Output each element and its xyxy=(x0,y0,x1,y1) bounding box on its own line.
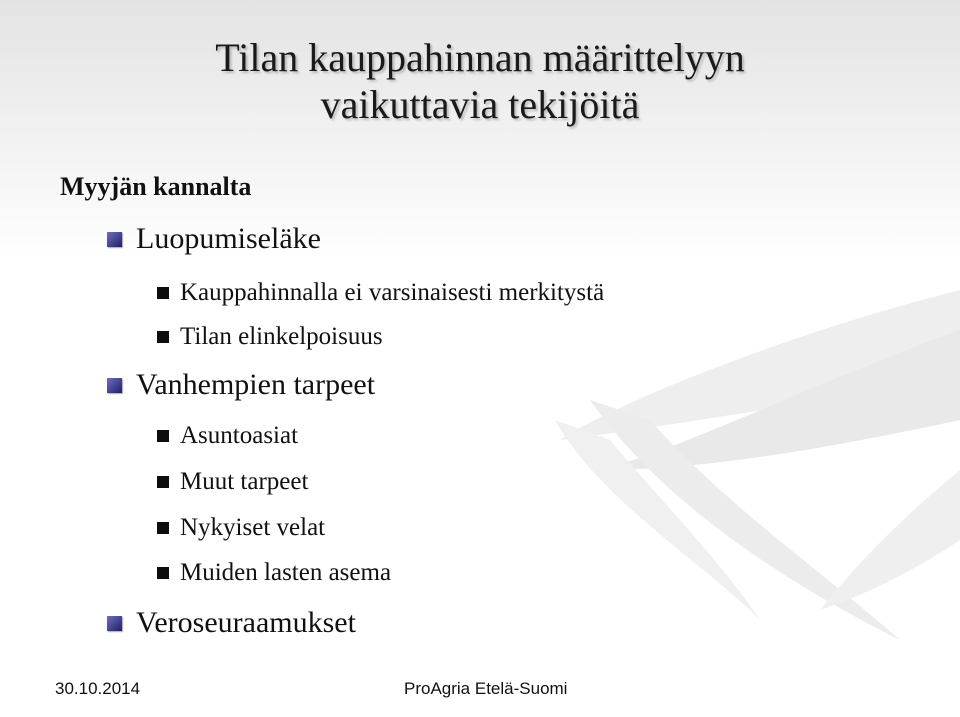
sub-bullet-text: Kauppahinnalla ei varsinaisesti merkitystä xyxy=(180,279,605,306)
sub-bullet-text: Nykyiset velat xyxy=(180,514,326,541)
square-bullet-icon xyxy=(107,616,122,631)
square-bullet-icon xyxy=(157,522,169,534)
sub-bullet-text: Muut tarpeet xyxy=(180,468,309,495)
sub-bullet-muiden-lasten-asema xyxy=(157,559,391,587)
sub-bullet-nykyiset-velat xyxy=(157,514,325,542)
square-bullet-icon xyxy=(157,331,169,343)
title-line-1: Tilan kauppahinnan määrittelyyn xyxy=(215,35,745,80)
sub-bullet-text: Asuntoasiat xyxy=(180,422,299,449)
slide-title xyxy=(60,34,900,128)
sub-bullet-kauppahinnalla xyxy=(157,279,604,307)
bullet-text: Vanhempien tarpeet xyxy=(136,368,376,401)
section-subtitle: Myyjän kannalta xyxy=(60,172,252,201)
square-bullet-icon xyxy=(157,287,169,299)
sub-bullet-muut-tarpeet xyxy=(157,468,308,496)
square-bullet-icon xyxy=(107,378,122,393)
sub-bullet-elinkelpoisuus xyxy=(157,323,383,351)
bullet-text: Luopumiseläke xyxy=(136,222,321,255)
footer-organization: ProAgria Etelä-Suomi xyxy=(404,679,568,698)
title-line-2: vaikuttavia tekijöitä xyxy=(320,82,640,128)
square-bullet-icon xyxy=(157,430,169,442)
square-bullet-icon xyxy=(107,232,122,247)
footer-date: 30.10.2014 xyxy=(55,679,141,698)
square-bullet-icon xyxy=(157,476,169,488)
square-bullet-icon xyxy=(157,567,169,579)
sub-bullet-asuntoasiat xyxy=(157,422,298,450)
bullet-veroseuraamukset xyxy=(107,606,356,640)
bullet-luopumiselake xyxy=(107,222,321,256)
sub-bullet-text: Tilan elinkelpoisuus xyxy=(180,323,383,350)
bullet-vanhempien-tarpeet xyxy=(107,368,375,402)
sub-bullet-text: Muiden lasten asema xyxy=(180,559,392,586)
bullet-text: Veroseuraamukset xyxy=(136,606,356,639)
